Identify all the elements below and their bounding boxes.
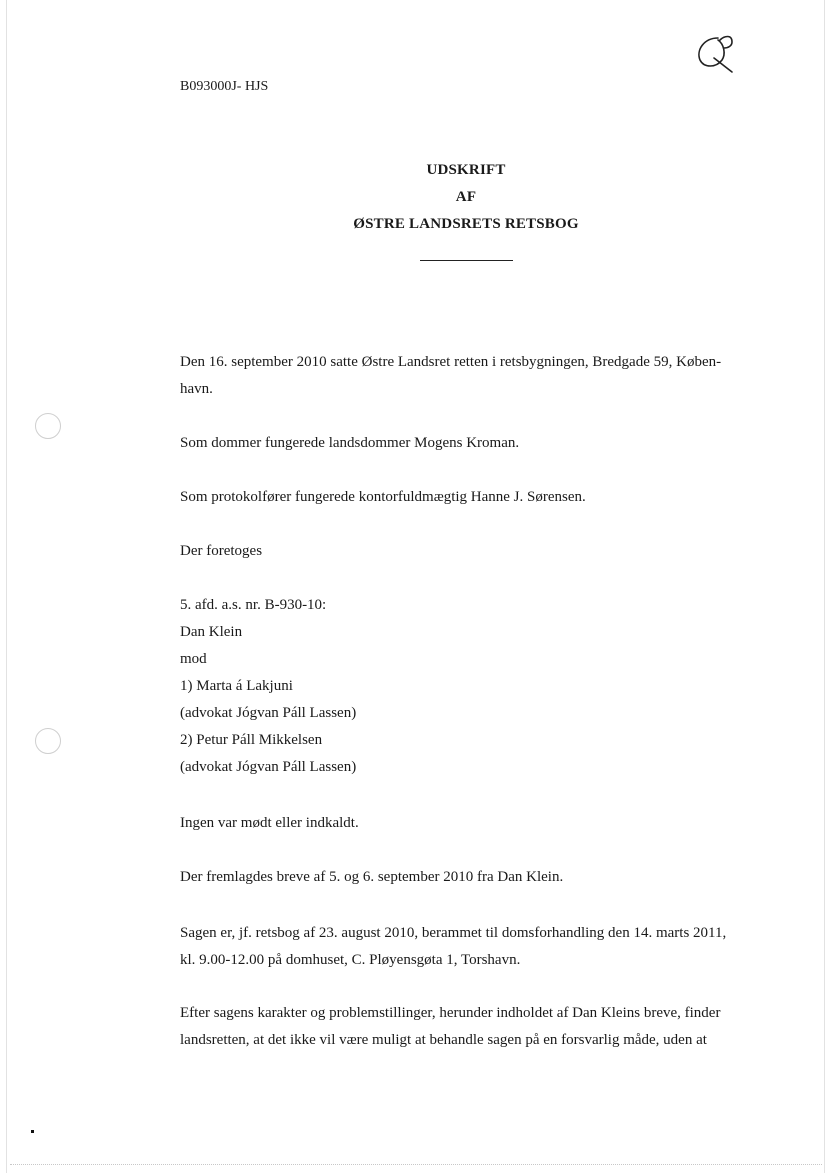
- defendant-2: 2) Petur Páll Mikkelsen: [180, 732, 323, 748]
- title-line-1: UDSKRIFT: [426, 162, 506, 178]
- defendant-1: 1) Marta á Lakjuni: [180, 678, 293, 694]
- assessment-line-1: Efter sagens karakter og problemstillinger, herunder indholdet af Dan Kleins breve, finder: [180, 1005, 721, 1021]
- page-bottom-edge: [10, 1164, 822, 1165]
- plaintiff-name: Dan Klein: [180, 624, 243, 640]
- intro-line-2: havn.: [180, 381, 213, 397]
- handwritten-initial-mark: [690, 28, 740, 78]
- counsel-2: (advokat Jógvan Páll Lassen): [180, 759, 357, 775]
- scan-speck: [31, 1130, 34, 1133]
- versus-label: mod: [180, 651, 207, 667]
- proceedings-paragraph: Der foretoges: [180, 543, 263, 559]
- attendance-paragraph: Ingen var mødt eller indkaldt.: [180, 815, 359, 831]
- title-divider: [420, 260, 513, 261]
- punch-hole-top: [35, 413, 61, 439]
- counsel-1: (advokat Jógvan Páll Lassen): [180, 705, 357, 721]
- title-line-2: AF: [455, 189, 477, 205]
- case-number: 5. afd. a.s. nr. B-930-10:: [180, 597, 327, 613]
- judge-paragraph: Som dommer fungerede landsdommer Mogens Kroman.: [180, 435, 520, 451]
- schedule-line-1: Sagen er, jf. retsbog af 23. august 2010, berammet til domsforhandling den 14. marts 2011,: [180, 925, 727, 941]
- schedule-line-2: kl. 9.00-12.00 på domhuset, C. Pløyensgøta 1, Torshavn.: [180, 952, 521, 968]
- punch-hole-bottom: [35, 728, 61, 754]
- letters-paragraph: Der fremlagdes breve af 5. og 6. september 2010 fra Dan Klein.: [180, 869, 564, 885]
- intro-line-1: Den 16. september 2010 satte Østre Landsret retten i retsbygningen, Bredgade 59, Køben-: [180, 354, 722, 370]
- clerk-paragraph: Som protokolfører fungerede kontorfuldmægtig Hanne J. Sørensen.: [180, 489, 586, 505]
- title-line-3: ØSTRE LANDSRETS RETSBOG: [353, 216, 579, 232]
- assessment-line-2: landsretten, at det ikke vil være muligt at behandle sagen på en forsvarlig måde, uden at: [180, 1032, 707, 1048]
- case-reference: B093000J- HJS: [180, 79, 269, 94]
